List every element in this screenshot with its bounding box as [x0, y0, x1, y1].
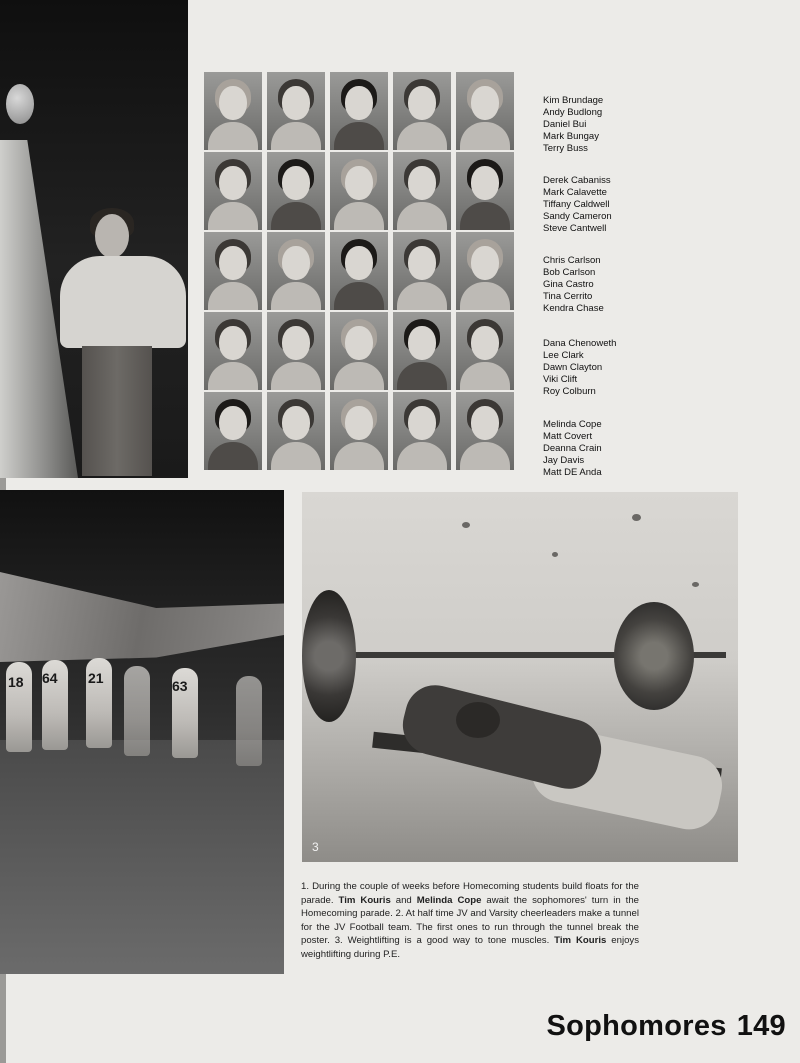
student-portrait [330, 152, 388, 230]
portrait-face [471, 406, 499, 440]
portrait-shoulders [271, 282, 321, 310]
student-portrait [330, 72, 388, 150]
photo-number: 3 [312, 840, 319, 854]
student-portrait [204, 312, 262, 390]
portrait-face [219, 406, 247, 440]
caption-bold-name: Tim Kouris [554, 935, 607, 947]
student-portrait [393, 312, 451, 390]
student-portrait [267, 72, 325, 150]
football-player [236, 676, 262, 766]
student-portrait [456, 72, 514, 150]
student-name: Tina Cerrito [543, 291, 593, 302]
lifter-head [456, 702, 500, 738]
portrait-shoulders [334, 282, 384, 310]
student-torso [60, 256, 186, 348]
portrait-face [471, 246, 499, 280]
name-list-row-1 [543, 95, 603, 155]
jersey-number: 63 [172, 678, 188, 694]
student-portrait [456, 152, 514, 230]
student-name: Deanna Crain [543, 443, 602, 454]
student-name: Viki Clift [543, 374, 578, 385]
student-name: Melinda Cope [543, 419, 602, 430]
wall-mark [552, 552, 558, 557]
portrait-face [408, 246, 436, 280]
student-name: Dawn Clayton [543, 362, 603, 373]
lifter-torso [397, 679, 608, 795]
student-portrait [204, 232, 262, 310]
portrait-face [282, 166, 310, 200]
student-name: Matt Covert [543, 431, 593, 442]
football-player [124, 666, 150, 756]
student-portrait [330, 392, 388, 470]
portrait-face [471, 86, 499, 120]
page-folio [546, 1010, 786, 1043]
portrait-shoulders [208, 122, 258, 150]
student-name: Mark Bungay [543, 131, 599, 142]
portrait-shoulders [271, 122, 321, 150]
student-name: Tiffany Caldwell [543, 199, 610, 210]
caption-text: await the sophomores' turn in the Homecoming parade. 2. At half time JV and Varsity cheerleaders make a tunnel for the JV Football team. The first ones to run through the tunnel break the poster. 3. Weightlifting is a good way to tone muscles. [301, 894, 639, 947]
student-name: Roy Colburn [543, 386, 596, 397]
portrait-shoulders [397, 122, 447, 150]
student-name: Steve Cantwell [543, 223, 607, 234]
portrait-shoulders [208, 442, 258, 470]
student-portrait [267, 152, 325, 230]
portrait-face [345, 246, 373, 280]
student-portrait [204, 72, 262, 150]
jersey-number: 18 [8, 674, 24, 690]
portrait-shoulders [208, 202, 258, 230]
student-name: Dana Chenoweth [543, 338, 617, 349]
student-portrait [267, 232, 325, 310]
name-list-row-5 [543, 419, 602, 479]
portrait-face [408, 86, 436, 120]
weight-plate-right [614, 602, 694, 710]
weightlifting-photo [302, 492, 738, 862]
portrait-shoulders [271, 442, 321, 470]
student-name: Matt DE Anda [543, 467, 602, 478]
balloon [6, 84, 34, 124]
portrait-shoulders [271, 202, 321, 230]
wall-mark [692, 582, 699, 587]
portrait-shoulders [271, 362, 321, 390]
student-name: Derek Cabaniss [543, 175, 611, 186]
caption-bold-name: Melinda Cope [416, 894, 482, 906]
student-name: Mark Calavette [543, 187, 607, 198]
jersey-number: 64 [42, 670, 58, 686]
student-name: Chris Carlson [543, 255, 601, 266]
student-portrait [456, 312, 514, 390]
wall-mark [462, 522, 470, 528]
student-portrait [393, 72, 451, 150]
student-name: Sandy Cameron [543, 211, 612, 222]
portrait-face [219, 86, 247, 120]
student-portrait [204, 152, 262, 230]
section-title: Sophomores [546, 1010, 727, 1042]
portrait-face [219, 246, 247, 280]
portrait-shoulders [334, 122, 384, 150]
student-portrait [393, 232, 451, 310]
student-name: Bob Carlson [543, 267, 596, 278]
student-portrait [393, 392, 451, 470]
student-portrait [393, 152, 451, 230]
portrait-face [219, 326, 247, 360]
name-list-row-4 [543, 338, 616, 398]
caption-text: enjoys weightlifting during P.E. [301, 935, 640, 960]
football-player [172, 668, 198, 758]
portrait-face [345, 406, 373, 440]
portrait-face [471, 326, 499, 360]
name-list-row-3 [543, 255, 604, 315]
portrait-shoulders [334, 442, 384, 470]
portrait-shoulders [460, 442, 510, 470]
student-portrait [267, 312, 325, 390]
student-name: Terry Buss [543, 143, 588, 154]
portrait-shoulders [460, 122, 510, 150]
weight-plate-left [302, 590, 356, 722]
football-player [42, 660, 68, 750]
student-legs [82, 346, 152, 476]
student-name: Andy Budlong [543, 107, 603, 118]
student-name: Lee Clark [543, 350, 584, 361]
student-name: Kendra Chase [543, 303, 604, 314]
photo-caption [301, 880, 639, 962]
caption-bold-name: Tim Kouris [338, 894, 391, 906]
portrait-shoulders [397, 362, 447, 390]
portrait-shoulders [334, 202, 384, 230]
portrait-face [471, 166, 499, 200]
football-player [6, 662, 32, 752]
portrait-face [408, 406, 436, 440]
student-head [95, 214, 129, 258]
portrait-face [408, 166, 436, 200]
portrait-face [282, 86, 310, 120]
field-track [0, 740, 284, 974]
page-number: 149 [736, 1010, 786, 1042]
caption-text: 1. During the couple of weeks before Homecoming students build floats for the parade. [301, 881, 639, 906]
student-name: Daniel Bui [543, 119, 587, 130]
portrait-face [345, 326, 373, 360]
portrait-face [345, 166, 373, 200]
student-name: Kim Brundage [543, 95, 604, 106]
tunnel-banner [0, 572, 284, 662]
portrait-shoulders [397, 442, 447, 470]
jersey-number: 21 [88, 670, 104, 686]
portrait-face [282, 406, 310, 440]
portrait-shoulders [397, 282, 447, 310]
caption-text: and [390, 894, 417, 906]
portrait-shoulders [460, 362, 510, 390]
homecoming-float-photo [0, 0, 188, 478]
student-portrait [456, 232, 514, 310]
portrait-shoulders [397, 202, 447, 230]
portrait-face [282, 326, 310, 360]
name-list-row-2 [543, 175, 612, 235]
student-name: Gina Castro [543, 279, 594, 290]
student-portrait [330, 312, 388, 390]
football-tunnel-photo [0, 490, 284, 974]
portrait-face [345, 86, 373, 120]
student-portrait [267, 392, 325, 470]
football-player [86, 658, 112, 748]
portrait-shoulders [208, 282, 258, 310]
portrait-face [282, 246, 310, 280]
wall-mark [632, 514, 641, 521]
sophomore-portrait-grid [204, 72, 528, 476]
portrait-shoulders [460, 282, 510, 310]
student-name: Jay Davis [543, 455, 585, 466]
portrait-face [408, 326, 436, 360]
student-portrait [330, 232, 388, 310]
student-portrait [456, 392, 514, 470]
portrait-face [219, 166, 247, 200]
portrait-shoulders [460, 202, 510, 230]
student-portrait [204, 392, 262, 470]
portrait-shoulders [334, 362, 384, 390]
portrait-shoulders [208, 362, 258, 390]
